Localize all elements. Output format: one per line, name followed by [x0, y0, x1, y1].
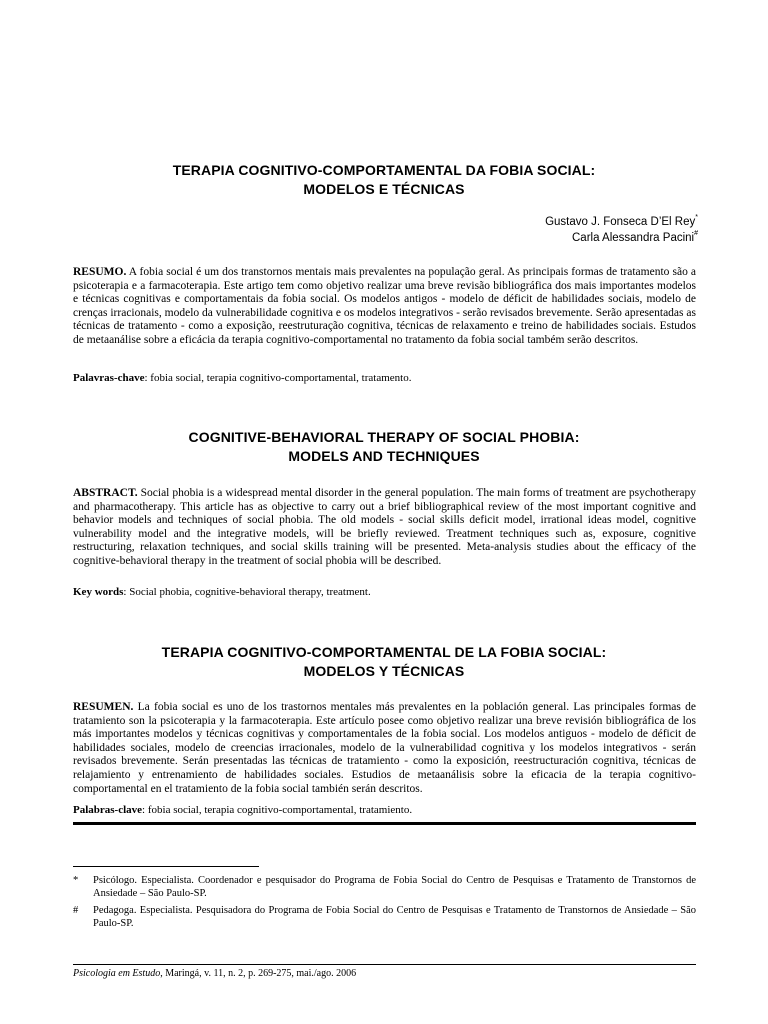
author-2	[545, 230, 698, 246]
title-english	[60, 428, 708, 466]
footnote-divider	[73, 866, 259, 867]
footnote-1	[73, 874, 696, 900]
keywords-english-text: : Social phobia, cognitive-behavioral therapy, treatment.	[123, 586, 371, 598]
footnote-2-mark: #	[73, 905, 79, 916]
abstract-english	[73, 487, 696, 569]
title-spanish	[60, 643, 708, 681]
abstract-english-text: Social phobia is a widespread mental disorder in the general population. The main forms of treatment are psychotherapy and pharmacotherapy. This article has as objective to carry out a brief bibliographical review of the most important cognitive and behavior models and techniques of social phobia. The old models - social skills deficit model, irrational ideas model, cognitive vulnerability model and the integrative models, will be briefly reviewed. Treatment techniques such as, exposure, cognitive restructuring, relaxation techniques, and social skills training will be presented. Meta-analysis studies about the efficacy of the cognitive-behavioral therapy in the treatment of social phobia will be described.	[73, 487, 696, 567]
abstract-spanish	[73, 701, 696, 796]
keywords-portuguese	[73, 372, 696, 385]
title-spanish-line2: MODELOS Y TÉCNICAS	[303, 663, 465, 679]
abstract-portuguese	[73, 266, 696, 348]
keywords-spanish-label: Palabras-clave	[73, 804, 143, 816]
keywords-spanish-text: : fobia social, terapia cognitivo-comportamental, tratamiento.	[142, 804, 413, 816]
abstract-spanish-text: La fobia social es uno de los trastornos mentales más prevalentes en la población general. Las principales formas de tratamiento son la psicoterapia y la farmacoterapia. Este artículo posee como objetivo realizar una breve revisión bibliográfica de los más importantes modelos y técnicas cognitivas y comportamentales de la fobia social. Los modelos antiguos - modelo de déficit de habilidades sociales, modelo de creencias irracionales, modelo de la vulnerabilidad cognitiva y los modelos integrativos - serán revisados brevemente. Serán presentadas las técnicas de tratamiento - como la exposición, reestructuración cognitiva, técnicas de relajamiento y entrenamiento de habilidades sociales. Estudios de metaanálisis sobre la eficacia de la terapia cognitivo-comportamental en el tratamiento de la fobia social también serán descritos.	[73, 701, 696, 795]
title-portuguese-line1: TERAPIA COGNITIVO-COMPORTAMENTAL DA FOBIA SOCIAL:	[172, 162, 596, 178]
title-spanish-line1: TERAPIA COGNITIVO-COMPORTAMENTAL DE LA FOBIA SOCIAL:	[161, 644, 607, 660]
keywords-portuguese-label: Palavras-chave	[73, 372, 145, 384]
journal-divider	[73, 964, 696, 965]
abstract-portuguese-label: RESUMO.	[73, 266, 127, 278]
author-1-name: Gustavo J. Fonseca D’El Rey	[545, 216, 696, 228]
journal-name: Psicologia em Estudo	[73, 968, 161, 979]
abstract-english-label: ABSTRACT.	[73, 487, 138, 499]
journal-citation	[73, 968, 356, 980]
keywords-english-label: Key words	[73, 586, 124, 598]
keywords-spanish	[73, 804, 696, 817]
author-1-mark: *	[695, 214, 698, 221]
title-english-line2: MODELS AND TECHNIQUES	[288, 448, 480, 464]
author-2-mark: #	[694, 230, 698, 237]
journal-details: , Maringá, v. 11, n. 2, p. 269-275, mai./ago. 2006	[160, 968, 357, 979]
abstract-spanish-label: RESUMEN.	[73, 701, 134, 713]
author-list	[545, 214, 698, 246]
footnote-2	[73, 904, 696, 930]
footnote-1-text: Psicólogo. Especialista. Coordenador e pesquisador do Programa de Fobia Social do Centro de Pesquisas e Tratamento de Transtornos de Ansiedade – São Paulo-SP.	[93, 875, 696, 899]
keywords-portuguese-text: : fobia social, terapia cognitivo-comportamental, tratamento.	[144, 372, 412, 384]
title-english-line1: COGNITIVE-BEHAVIORAL THERAPY OF SOCIAL PHOBIA:	[188, 429, 580, 445]
abstract-portuguese-text: A fobia social é um dos transtornos mentais mais prevalentes na população geral. As principais formas de tratamento são a psicoterapia e a farmacoterapia. Este artigo tem como objetivo realizar uma breve revisão bibliográfica dos mais importantes modelos e técnicas cognitivas e comportamentais da fobia social. Os modelos antigos - modelo de déficit de habilidades sociais, modelo de crenças irracionais, modelo da vulnerabilidade cognitiva e os modelos integrativos - serão revisados brevemente. Serão apresentadas as técnicas de tratamento - como a exposição, reestruturação cognitiva, técnicas de relaxamento e treino de habilidades sociais. Estudos de metaanálise sobre a eficácia da terapia cognitivo-comportamental no tratamento da fobia social também serão descritos.	[73, 266, 696, 346]
title-portuguese	[60, 161, 708, 199]
footnote-1-mark: *	[73, 875, 79, 886]
footnote-2-text: Pedagoga. Especialista. Pesquisadora do Programa de Fobia Social do Centro de Pesquisas e Tratamento de Transtornos de Ansiedade – São Paulo-SP.	[93, 905, 696, 929]
section-divider	[73, 822, 696, 825]
keywords-english	[73, 586, 696, 599]
title-portuguese-line2: MODELOS E TÉCNICAS	[303, 181, 465, 197]
author-2-name: Carla Alessandra Pacini	[572, 232, 695, 244]
author-1	[545, 214, 698, 230]
